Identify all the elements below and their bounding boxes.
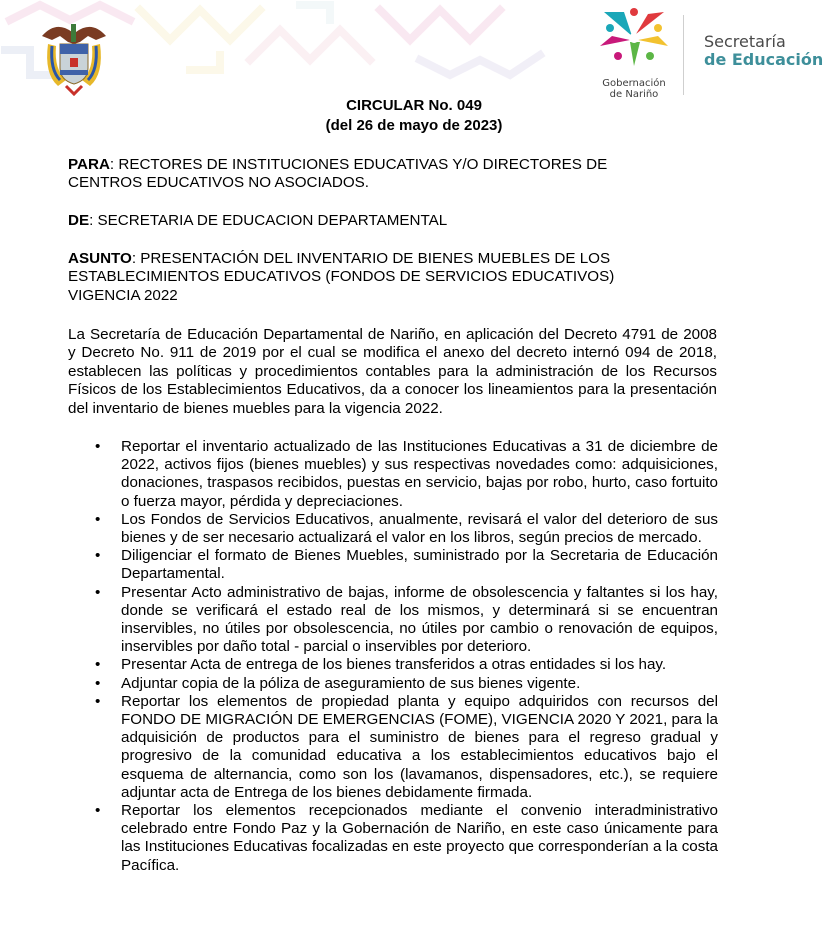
list-item-text: Presentar Acto administrativo de bajas, informe de obsolescencia y faltantes si los hay, donde se verificará el estado real de los mismos, y determinará si se encuentran inservibles, no útiles por obsolescencia, no útiles por cambio o renovación de equipos, inservibles por daño total - parcial o inservibles por deterioro.	[121, 583, 718, 656]
asunto-label: ASUNTO	[68, 250, 132, 267]
circular-date: (del 26 de mayo de 2023)	[325, 117, 503, 134]
list-item	[68, 693, 718, 802]
de-text: : SECRETARIA DE EDUCACION DEPARTAMENTAL	[89, 212, 448, 229]
bullet-icon: •	[95, 438, 101, 455]
gobernacion-line-2: de Nariño	[609, 89, 659, 100]
list-item-text: Reportar los elementos de propiedad planta y equipo adquiridos con recursos del FONDO DE MIGRACIÓN DE EMERGENCIAS (FOME), VIGENCIA 2020 Y 2021, para la adquisición de productos para el suministro de bienes para el regreso gradual y progresivo de la comunidad educativa a los establecimientos educativos bajo el esquema de alternancia, como son los (lavamanos, dispensadores, etc.), se requiere adjuntar acta de Entrega de los bienes debidamente firmada.	[121, 692, 718, 801]
para-line-2: CENTROS EDUCATIVOS NO ASOCIADOS.	[68, 174, 369, 192]
list-item-text: Los Fondos de Servicios Educativos, anualmente, revisará el valor del deterioro de sus bienes y de ser necesario actualizará el valor en los libros, según precios de mercado.	[121, 510, 718, 547]
coat-of-arms-icon	[36, 14, 112, 96]
bullet-icon: •	[95, 510, 101, 528]
de-field	[68, 212, 718, 230]
asunto-line-1: : PRESENTACIÓN DEL INVENTARIO DE BIENES MUEBLES DE LOS	[131, 250, 611, 267]
intro-paragraph: La Secretaría de Educación Departamental de Nariño, en aplicación del Decreto 4791 de 2008 y Decreto No. 911 de 2019 por el cual se modifica el anexo del decreto internó 094 de 2018, establecen las políticas y procedimientos contables para la administración de los Recursos Físicos de los Establecimientos Educativos, da a conocer los lineamientos para la presentación del inventario de bienes muebles para la vigencia 2022.	[68, 326, 717, 417]
list-item-text: Presentar Acta de entrega de los bienes transferidos a otras entidades si los hay.	[121, 656, 667, 674]
asunto-field	[68, 250, 718, 305]
para-line-1: : RECTORES DE INSTITUCIONES EDUCATIVAS Y/O DIRECTORES DE	[109, 156, 608, 173]
list-item-text: Reportar el inventario actualizado de las Instituciones Educativas a 31 de diciembre de 2022, activos fijos (bienes muebles) y sus respectivas novedades como: adquisiciones, donaciones, traspasos recibidos, puestas en servicio, bajas por robo, hurto, caso fortuito o fuerza mayor, pérdida y depreciaciones.	[121, 438, 718, 510]
requirements-list	[68, 438, 718, 875]
bullet-icon: •	[95, 547, 101, 565]
list-item	[68, 584, 718, 657]
list-item	[68, 511, 718, 547]
para-label: PARA	[68, 156, 110, 173]
circular-title: CIRCULAR No. 049	[346, 97, 482, 114]
list-item	[68, 438, 718, 511]
bullet-icon: •	[95, 802, 101, 820]
list-item	[68, 656, 718, 674]
asunto-line-3: VIGENCIA 2022	[68, 286, 178, 304]
bullet-icon: •	[95, 692, 101, 710]
list-item-text: Adjuntar copia de la póliza de aseguramiento de sus bienes vigente.	[121, 674, 581, 692]
para-field	[68, 156, 718, 193]
list-item	[68, 675, 718, 693]
letterhead	[0, 0, 828, 100]
bullet-icon: •	[95, 656, 101, 674]
asunto-line-2: ESTABLECIMIENTOS EDUCATIVOS (FONDOS DE SERVICIOS EDUCATIVOS)	[68, 268, 615, 286]
bullet-icon: •	[95, 583, 101, 601]
bullet-icon: •	[95, 674, 101, 692]
logo-divider	[683, 15, 684, 95]
de-label: DE	[68, 212, 90, 229]
list-item	[68, 802, 718, 875]
gobernacion-narino-star-logo	[596, 6, 672, 66]
secretaria-line-2: de Educación	[704, 50, 824, 69]
list-item-text: Reportar los elementos recepcionados mediante el convenio interadministrativo celebrado entre Fondo Paz y la Gobernación de Nariño, en este caso únicamente para las Instituciones Educativas focalizadas en este proyecto que corresponderían a la costa Pacífica.	[121, 802, 718, 874]
list-item-text: Diligenciar el formato de Bienes Muebles, suministrado por la Secretaria de Educación Departamental.	[121, 547, 718, 583]
list-item	[68, 547, 718, 583]
gobernacion-line-1: Gobernación	[602, 78, 666, 89]
secretaria-line-1: Secretaría	[704, 32, 786, 51]
secretaria-educacion-logo-text	[704, 33, 823, 69]
